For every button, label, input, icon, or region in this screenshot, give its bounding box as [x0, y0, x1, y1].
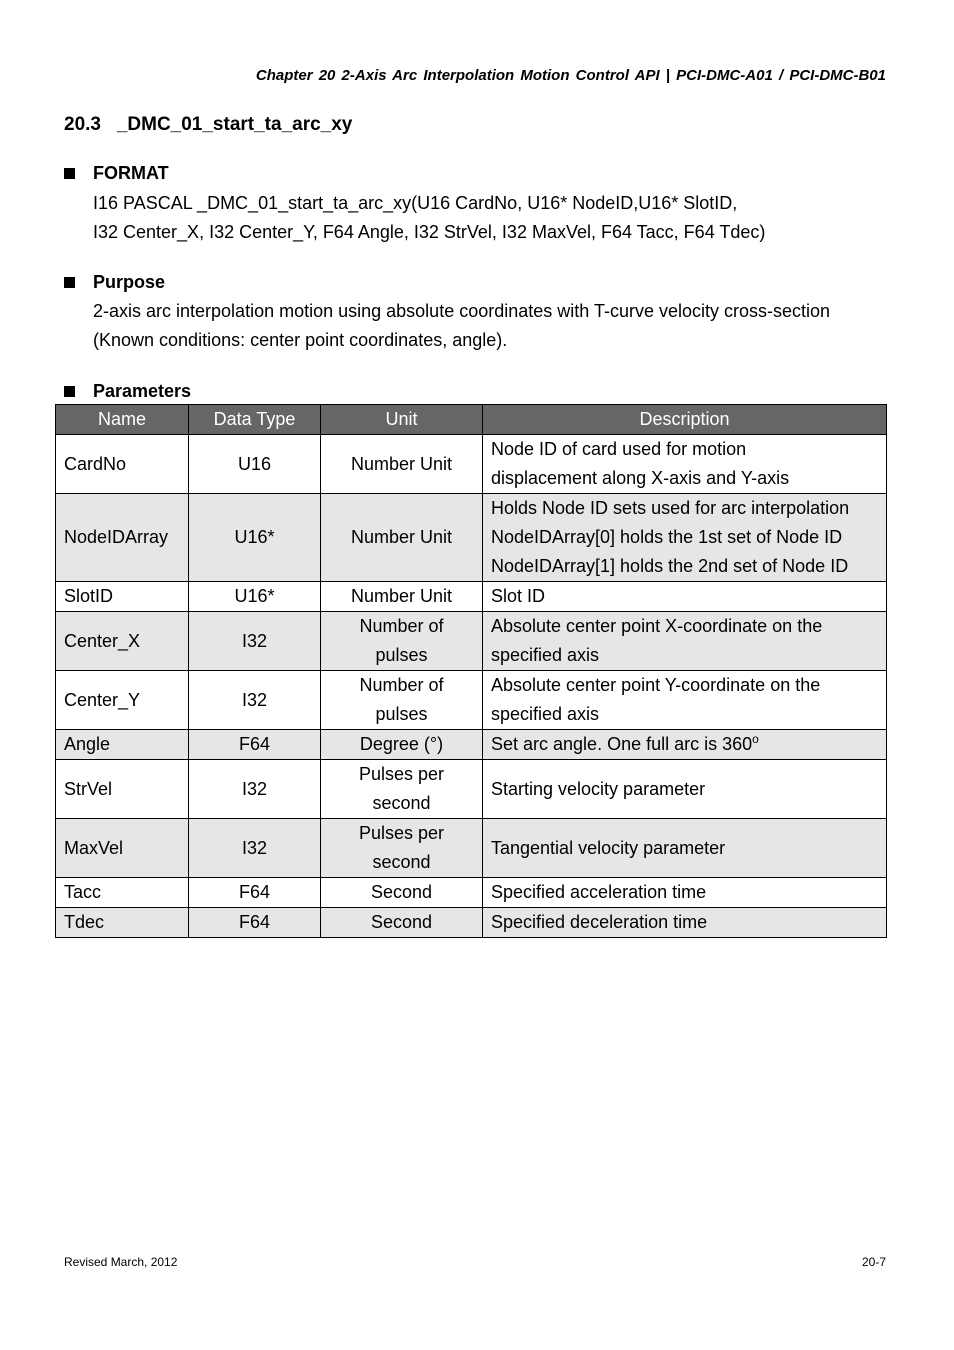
column-header-name: Name [56, 405, 189, 435]
table-row [56, 582, 887, 612]
param-name: SlotID [56, 582, 189, 612]
parameters-table-header [56, 405, 887, 435]
param-description-line [491, 730, 878, 759]
square-bullet-icon [64, 168, 75, 179]
param-description-line [491, 671, 878, 700]
param-description-text: Holds Node ID sets used for arc interpolation [491, 498, 850, 518]
param-name: NodeIDArray [56, 494, 189, 582]
table-row [56, 878, 887, 908]
param-description-line [491, 582, 878, 611]
table-row [56, 494, 887, 582]
param-description [483, 612, 887, 671]
param-unit-line: Second [370, 882, 433, 902]
param-description-line [491, 775, 878, 804]
param-description-line [491, 552, 878, 581]
param-unit-line: Number Unit [350, 453, 453, 474]
param-description-text: Specified deceleration time [491, 912, 708, 932]
footer-revision: Revised March, 2012 [64, 1255, 178, 1269]
param-data-type: I32 [189, 612, 321, 671]
table-row [56, 435, 887, 494]
section-number: 20.3 [64, 114, 101, 135]
table-row [56, 908, 887, 938]
param-unit-line: Number of [359, 675, 444, 695]
square-bullet-icon [64, 277, 75, 288]
param-description-text: specified axis [491, 704, 600, 724]
param-name: Angle [56, 730, 189, 760]
param-description-line [491, 700, 878, 729]
param-description [483, 435, 887, 494]
running-header: Chapter 20 2-Axis Arc Interpolation Motion Control API | PCI-DMC-A01 / PCI-DMC-B01 [255, 67, 886, 84]
param-description-text: NodeIDArray[0] holds the 1st set of Node ID [491, 527, 843, 547]
param-description [483, 908, 887, 938]
param-data-type: U16* [189, 494, 321, 582]
table-row [56, 671, 887, 730]
param-description [483, 582, 887, 612]
param-name: Tacc [56, 878, 189, 908]
param-unit-line: Number Unit [350, 586, 453, 606]
format-heading [64, 163, 169, 184]
param-description-text: Absolute center point Y-coordinate on the [491, 675, 821, 695]
degree-superscript: o [752, 732, 759, 746]
param-description-line [491, 878, 878, 907]
table-row [56, 760, 887, 819]
param-name: MaxVel [56, 819, 189, 878]
param-data-type: I32 [189, 671, 321, 730]
section-function-name: _DMC_01_start_ta_arc_xy [116, 114, 353, 135]
param-data-type: F64 [189, 908, 321, 938]
purpose-heading-label: Purpose [93, 272, 166, 292]
param-description-text: Node ID of card used for motion [491, 439, 747, 459]
column-header-description: Description [483, 405, 887, 435]
param-data-type: U16 [189, 435, 321, 494]
parameters-table-body [56, 435, 887, 938]
section-title [64, 114, 352, 136]
param-unit-line: Number of [359, 616, 444, 636]
param-description-line [491, 464, 878, 493]
param-unit [321, 435, 483, 494]
param-unit-line: second [372, 793, 431, 813]
param-description-text: Starting velocity parameter [491, 778, 706, 799]
param-description [483, 760, 887, 819]
param-unit-line: second [372, 852, 431, 872]
param-unit-line: pulses [375, 645, 428, 665]
param-description [483, 878, 887, 908]
param-unit-line: Pulses per [358, 764, 445, 784]
param-description [483, 671, 887, 730]
table-row [56, 730, 887, 760]
param-description-line [491, 641, 878, 670]
param-description-line [491, 612, 878, 641]
table-row [56, 819, 887, 878]
param-name: Center_Y [56, 671, 189, 730]
param-unit [321, 878, 483, 908]
param-unit [321, 582, 483, 612]
param-name: Tdec [56, 908, 189, 938]
param-description-text: NodeIDArray[1] holds the 2nd set of Node ID [491, 556, 849, 576]
param-description-text: specified axis [491, 645, 600, 665]
param-name: CardNo [56, 435, 189, 494]
param-description-text: Slot ID [491, 586, 546, 606]
format-line-1: I16 PASCAL _DMC_01_start_ta_arc_xy(U16 CardNo, U16* NodeID,U16* SlotID, [93, 193, 738, 213]
column-header-unit: Unit [321, 405, 483, 435]
purpose-line-1: 2-axis arc interpolation motion using absolute coordinates with T-curve velocity cross-section [93, 301, 831, 321]
param-unit [321, 671, 483, 730]
param-unit [321, 908, 483, 938]
param-description-text: Tangential velocity parameter [491, 837, 726, 858]
param-description [483, 494, 887, 582]
param-description-line [491, 523, 878, 552]
parameters-table [55, 404, 887, 938]
table-row [56, 612, 887, 671]
param-unit-line: Second [370, 912, 433, 932]
purpose-line-2: (Known conditions: center point coordinates, angle). [93, 330, 508, 350]
param-description-line [491, 908, 878, 937]
param-description-text: displacement along X-axis and Y-axis [491, 468, 790, 488]
param-description-text: Absolute center point X-coordinate on the [491, 616, 823, 636]
purpose-heading [64, 272, 165, 293]
format-heading-label: FORMAT [93, 163, 169, 183]
param-unit-line: Degree (°) [359, 734, 444, 754]
param-unit [321, 760, 483, 819]
param-unit [321, 612, 483, 671]
param-data-type: F64 [189, 730, 321, 760]
param-description-text: Set arc angle. One full arc is 360 [491, 734, 753, 754]
param-description [483, 730, 887, 760]
param-data-type: I32 [189, 819, 321, 878]
param-name: Center_X [56, 612, 189, 671]
param-unit-line: pulses [375, 704, 428, 724]
param-description [483, 819, 887, 878]
param-description-text: Specified acceleration time [491, 882, 707, 902]
param-description-line [491, 494, 878, 523]
param-unit [321, 494, 483, 582]
param-name: StrVel [56, 760, 189, 819]
param-unit [321, 730, 483, 760]
parameters-heading [64, 381, 191, 402]
param-description-line [491, 834, 878, 863]
square-bullet-icon [64, 386, 75, 397]
param-unit-line: Pulses per [358, 823, 445, 843]
param-data-type: F64 [189, 878, 321, 908]
param-data-type: I32 [189, 760, 321, 819]
param-description-line [491, 435, 878, 464]
format-line-2: I32 Center_X, I32 Center_Y, F64 Angle, I32 StrVel, I32 MaxVel, F64 Tacc, F64 Tdec) [93, 222, 766, 242]
parameters-heading-label: Parameters [93, 381, 192, 401]
footer-page-number: 20-7 [861, 1255, 886, 1269]
param-unit-line: Number Unit [350, 527, 453, 547]
param-unit [321, 819, 483, 878]
param-data-type: U16* [189, 582, 321, 612]
column-header-data-type: Data Type [189, 405, 321, 435]
